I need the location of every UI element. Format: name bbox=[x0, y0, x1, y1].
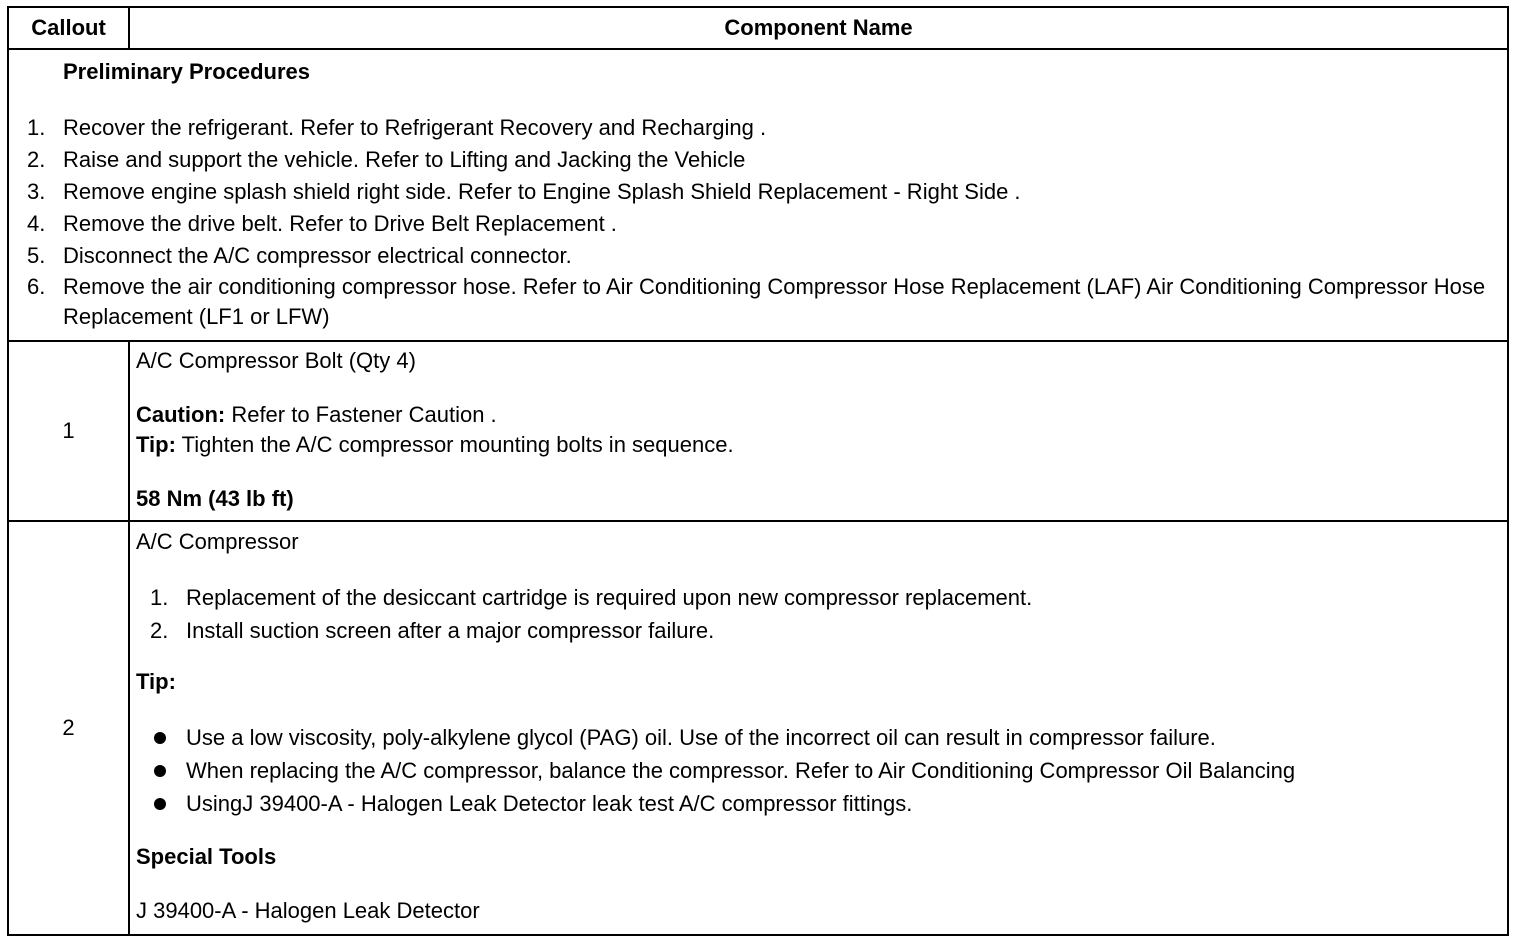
step-number: 1. bbox=[27, 115, 46, 140]
table-row bbox=[8, 521, 1508, 935]
tip-label: Tip: bbox=[136, 669, 176, 694]
torque-spec: 58 Nm (43 lb ft) bbox=[136, 486, 294, 511]
step-number: 1. bbox=[150, 585, 169, 610]
step-number: 4. bbox=[27, 211, 46, 236]
step-number: 2. bbox=[150, 618, 169, 643]
tip-line bbox=[136, 430, 1507, 460]
component-name: A/C Compressor Bolt (Qty 4) bbox=[136, 348, 416, 373]
bullet-icon bbox=[154, 765, 166, 777]
preliminary-title: Preliminary Procedures bbox=[63, 59, 311, 84]
step-text: Recover the refrigerant. Refer to Refrigerant Recovery and Recharging . bbox=[63, 115, 767, 140]
list-item bbox=[136, 721, 1507, 754]
step-text: Install suction screen after a major compressor failure. bbox=[186, 618, 715, 643]
tip-text: Tighten the A/C compressor mounting bolts in sequence. bbox=[175, 432, 734, 457]
tip-bullets bbox=[136, 721, 1507, 820]
callout-header: Callout bbox=[8, 7, 129, 49]
list-item bbox=[136, 787, 1507, 820]
list-item bbox=[9, 176, 1507, 208]
caution-text: Refer to Fastener Caution . bbox=[225, 402, 497, 427]
component-name-header: Component Name bbox=[129, 7, 1508, 49]
bullet-text: Use a low viscosity, poly-alkylene glycol (PAG) oil. Use of the incorrect oil can result in compressor failure. bbox=[186, 725, 1216, 750]
preliminary-cell bbox=[8, 49, 1508, 341]
list-item bbox=[9, 144, 1507, 176]
step-text: Replacement of the desiccant cartridge is required upon new compressor replacement. bbox=[186, 585, 1033, 610]
table-row bbox=[8, 341, 1508, 521]
list-item bbox=[136, 581, 1507, 614]
component-table bbox=[7, 6, 1509, 936]
step-text: Raise and support the vehicle. Refer to Lifting and Jacking the Vehicle bbox=[63, 147, 746, 172]
preliminary-steps bbox=[9, 112, 1507, 332]
step-text: Disconnect the A/C compressor electrical connector. bbox=[63, 243, 572, 268]
preliminary-row bbox=[8, 49, 1508, 341]
list-item bbox=[9, 208, 1507, 240]
list-item bbox=[9, 240, 1507, 272]
table-header-row bbox=[8, 7, 1508, 49]
bullet-icon bbox=[154, 732, 166, 744]
list-item bbox=[9, 272, 1507, 332]
step-number: 5. bbox=[27, 243, 46, 268]
list-item bbox=[9, 112, 1507, 144]
step-text: Remove engine splash shield right side. Refer to Engine Splash Shield Replacement - Right Side . bbox=[63, 179, 1021, 204]
component-steps bbox=[136, 581, 1507, 647]
bullet-text: UsingJ 39400-A - Halogen Leak Detector leak test A/C compressor fittings. bbox=[186, 791, 913, 816]
component-cell bbox=[129, 521, 1508, 935]
component-cell bbox=[129, 341, 1508, 521]
bullet-icon bbox=[154, 798, 166, 810]
list-item bbox=[136, 614, 1507, 647]
tip-label: Tip: bbox=[136, 432, 176, 457]
special-tool-item: J 39400-A - Halogen Leak Detector bbox=[136, 898, 480, 923]
step-number: 6. bbox=[27, 274, 46, 299]
component-name: A/C Compressor bbox=[136, 529, 299, 554]
special-tools-label: Special Tools bbox=[136, 844, 277, 869]
caution-line bbox=[136, 400, 1507, 430]
step-number: 2. bbox=[27, 147, 46, 172]
caution-label: Caution: bbox=[136, 402, 226, 427]
callout-number: 2 bbox=[8, 521, 129, 935]
step-number: 3. bbox=[27, 179, 46, 204]
callout-number: 1 bbox=[8, 341, 129, 521]
step-text: Remove the air conditioning compressor hose. Refer to Air Conditioning Compressor Hose Replacement (LAF) Air Conditioning Compressor Hose Replacement (LF1 or LFW) bbox=[63, 274, 1486, 329]
list-item bbox=[136, 754, 1507, 787]
step-text: Remove the drive belt. Refer to Drive Belt Replacement . bbox=[63, 211, 617, 236]
bullet-text: When replacing the A/C compressor, balance the compressor. Refer to Air Conditioning Compressor Oil Balancing bbox=[186, 758, 1296, 783]
